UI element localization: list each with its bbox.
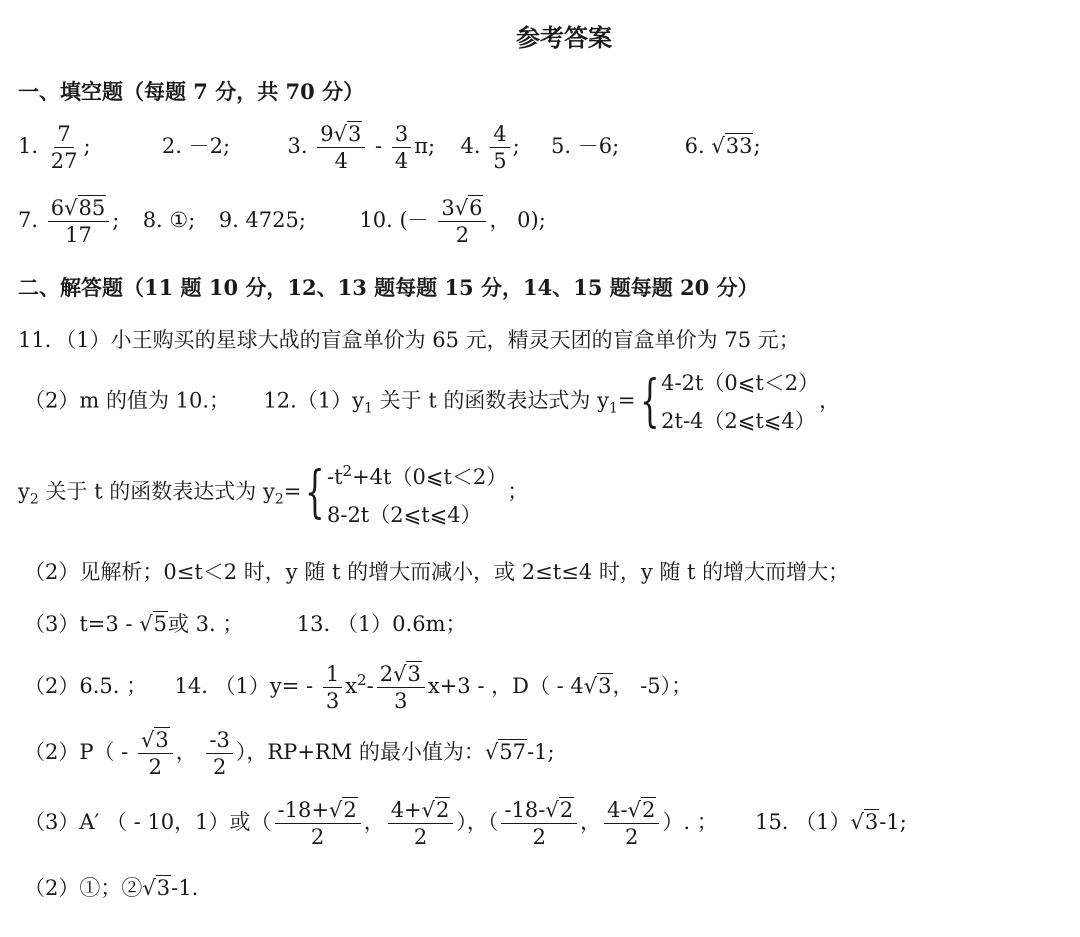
q6-tail: ; <box>753 134 761 159</box>
answer-14-3-tail: ）. ； <box>662 810 718 835</box>
frac-c-num: -18- <box>504 798 546 822</box>
q10-denominator: 2 <box>455 223 470 248</box>
frac-1-3-num: 1 <box>323 662 342 688</box>
left-brace-icon: { <box>305 460 325 525</box>
answer-14-3-and-15-1 <box>24 798 907 849</box>
x-exponent: 2 <box>357 671 367 690</box>
answer-15-2-prefix: （2）①；② <box>24 876 143 900</box>
frac-b-radicand: 2 <box>436 798 450 822</box>
answer-14-2 <box>24 728 555 779</box>
answer-14-1-prefix: 14. （1）y= - <box>174 674 314 699</box>
q4-tail: ; <box>512 134 520 159</box>
q10-label: 10. <box>359 208 393 233</box>
frac-1-3 <box>323 662 342 713</box>
answer-15-2-tail: -1. <box>171 876 199 900</box>
radicand-3-c: 3 <box>156 876 171 900</box>
comma-2: ， <box>580 810 602 835</box>
frac-c-den: 2 <box>532 825 546 850</box>
y1-case-1: 4-2t（0⩽t＜2） <box>661 371 820 395</box>
left-brace-icon: { <box>639 369 660 434</box>
radicand-3: 3 <box>598 674 612 699</box>
sqrt-57: √57 <box>484 740 527 765</box>
q3-num2: 3 <box>392 122 411 148</box>
frac-root3-den: 2 <box>148 755 163 780</box>
answer-12-y2 <box>18 452 528 534</box>
q2-label: 2. <box>161 134 182 159</box>
y1-case-2: 2t-4（2⩽t⩽4） <box>661 409 816 433</box>
q5-value: －6; <box>577 134 620 159</box>
x-variable: x <box>345 674 358 699</box>
frac-d-num: 4- <box>607 798 628 822</box>
answer-14-3-prefix: （3）A′ （ - 10，1）或（ <box>24 810 272 835</box>
y2-case-1-a: -t <box>326 465 343 489</box>
q8-label: 8. <box>142 208 163 233</box>
frac-3-2 <box>206 728 232 779</box>
answer-12-3-tail: 或 3. ； <box>167 612 244 636</box>
sqrt-5: √5 <box>139 612 167 636</box>
section-2-heading: 二、解答题（11 题 10 分，12、13 题每题 15 分，14、15 题每题 20 分） <box>18 275 759 300</box>
answer-12-2: （2）见解析；0≤t＜2 时，y 随 t 的增大而减小，或 2≤t≤4 时，y 随 t 的增大而增大； <box>24 560 850 584</box>
q7-label: 7. <box>18 208 39 233</box>
answer-14-2-prefix: （2）P（ - <box>24 740 129 765</box>
q1-tail: ; <box>83 134 91 159</box>
q10-num-coef: 3 <box>441 196 455 220</box>
q3-num1-coef: 9 <box>320 122 334 146</box>
q9-value: 4725; <box>245 208 306 233</box>
piecewise-cases-y1 <box>661 364 819 440</box>
q1-label: 1. <box>18 134 39 159</box>
q1-fraction <box>48 122 81 173</box>
y2-subscript: 2 <box>29 491 39 508</box>
answer-12-1-text: 关于 t 的函数表达式为 y <box>379 388 609 413</box>
frac-2root3-3: $\frac{2√3}{3}$ <box>377 662 425 713</box>
radicand-57: 57 <box>499 740 527 765</box>
y2-prefix: y <box>18 479 30 504</box>
radicand-5: 5 <box>153 612 167 636</box>
y2-text: 关于 t 的函数表达式为 y <box>45 479 275 504</box>
piecewise-cases-y2 <box>327 452 507 534</box>
answer-14-2-tail: -1; <box>527 740 555 765</box>
q6-sqrt: √33 <box>711 134 753 159</box>
y1-subscript-2: 1 <box>608 400 618 417</box>
q1-denominator: 27 <box>50 149 78 174</box>
q6-label: 6. <box>684 134 705 159</box>
q4-denominator: 5 <box>493 149 507 174</box>
q7-tail: ; <box>112 208 120 233</box>
q6-radicand: 33 <box>725 134 753 159</box>
q3-tail: π; <box>414 134 436 159</box>
y2-subscript-2: 2 <box>274 491 284 508</box>
comma: ， <box>175 740 197 765</box>
frac-a-radicand: 2 <box>343 798 357 822</box>
equals-sign-2: = <box>283 479 302 504</box>
answer-13-2-and-14-1 <box>24 662 692 713</box>
q10-num-radicand: 6 <box>469 196 483 220</box>
sqrt-3-b: √3 <box>850 810 879 835</box>
minus-sign: - <box>366 674 374 699</box>
frac-a-num: -18+ <box>277 798 329 822</box>
q8-value: ①; <box>169 208 196 233</box>
frac-2root3-den: 3 <box>394 689 408 714</box>
q3-fraction-2 <box>392 122 411 173</box>
answer-15-2 <box>24 872 198 902</box>
frac-d-radicand: 2 <box>641 798 656 822</box>
equals-sign: = <box>617 388 636 413</box>
answer-12-1-prefix: 12.（1）y <box>263 388 365 413</box>
answer-11-1: 11．（1）小王购买的星球大战的盲盒单价为 65 元，精灵天团的盲盒单价为 75 元； <box>18 328 800 352</box>
q2-value: －2; <box>188 134 231 159</box>
frac-root3-radicand: 3 <box>155 728 169 752</box>
y1-subscript: 1 <box>364 400 373 417</box>
answer-13-2: （2）6.5. ； <box>24 674 148 699</box>
y1-tail: ， <box>819 388 841 413</box>
q7-num-coef: 6 <box>50 196 65 220</box>
q5-label: 5. <box>551 134 572 159</box>
y2-tail: ； <box>507 479 529 504</box>
q3-label: 3. <box>287 134 308 159</box>
y2-case-1-sup: 2 <box>342 462 353 480</box>
frac-b: $\frac{4+√2}{2}$ <box>388 798 454 849</box>
frac-d: $\frac{4-√2}{2}$ <box>604 798 659 849</box>
answer-14-2-mid: ），RP+RM 的最小值为： <box>235 740 485 765</box>
frac-d-den: 2 <box>625 825 639 850</box>
frac-a-den: 2 <box>310 825 325 850</box>
q3-den1: 4 <box>334 149 348 174</box>
frac-c-radicand: 2 <box>559 798 574 822</box>
answer-15-1-prefix: 15. （1） <box>755 810 851 835</box>
answer-14-1-tail: ， -5）； <box>612 674 693 699</box>
section-1-heading: 一、填空题（每题 7 分，共 70 分） <box>18 79 365 104</box>
answer-11-2: （2）m 的值为 10.； <box>24 388 231 413</box>
y2-case-1-b: +4t（0⩽t＜2） <box>352 465 508 489</box>
frac-2root3-coef: 2 <box>379 662 394 686</box>
answer-11-2-and-12-1 <box>24 364 840 440</box>
fill-row-2 <box>18 196 546 247</box>
answer-15-1-tail: -1; <box>879 810 907 835</box>
frac-3-2-den: 2 <box>212 755 227 780</box>
page-title: 参考答案 <box>516 23 612 52</box>
q4-fraction <box>490 122 509 173</box>
frac-b-num: 4+ <box>390 798 422 822</box>
frac-3-2-num: -3 <box>206 728 232 754</box>
answer-14-1-mid: x+3 - ，D（ - 4 <box>427 674 584 699</box>
frac-c: $\frac{-18-√2}{2}$ <box>501 798 577 849</box>
fill-row-1 <box>18 122 761 173</box>
q7-fraction: $\frac{6√85}{17}$ <box>48 196 110 247</box>
frac-a: $\frac{-18+√2}{2}$ <box>275 798 361 849</box>
q10-open: (－ <box>399 208 429 233</box>
sqrt-3-c: √3 <box>142 876 171 900</box>
y2-case-1 <box>327 452 507 496</box>
q7-num-radicand: 85 <box>78 196 106 220</box>
frac-root3-2: $\frac{√3}{2}$ <box>138 728 173 779</box>
answer-12-3-prefix: （3）t=3 - <box>24 612 133 636</box>
q3-den2: 4 <box>394 149 409 174</box>
frac-2root3-radicand: 3 <box>407 662 421 686</box>
answer-12-3-and-13-1 <box>24 608 467 638</box>
q1-numerator: 7 <box>54 122 73 148</box>
sqrt-3: √3 <box>583 674 612 699</box>
separator: ），（ <box>456 810 499 835</box>
comma-1: ， <box>363 810 385 835</box>
q10-tail: ， 0); <box>489 208 546 233</box>
q3-minus: - <box>375 134 383 159</box>
q3-num1-radicand: 3 <box>347 122 362 146</box>
q3-fraction-1: $\frac{9√3}{4}$ <box>317 122 365 173</box>
q9-label: 9. <box>218 208 239 233</box>
radicand-3-b: 3 <box>864 810 879 835</box>
q4-label: 4. <box>460 134 481 159</box>
answer-13-1: 13. （1）0.6m； <box>296 612 467 636</box>
q10-fraction: $\frac{3√6}{2}$ <box>438 196 486 247</box>
frac-b-den: 2 <box>413 825 428 850</box>
q7-denominator: 17 <box>65 223 92 248</box>
y2-case-2: 8-2t（2⩽t⩽4） <box>326 503 482 527</box>
frac-1-3-den: 3 <box>325 689 340 714</box>
q4-numerator: 4 <box>490 122 509 148</box>
